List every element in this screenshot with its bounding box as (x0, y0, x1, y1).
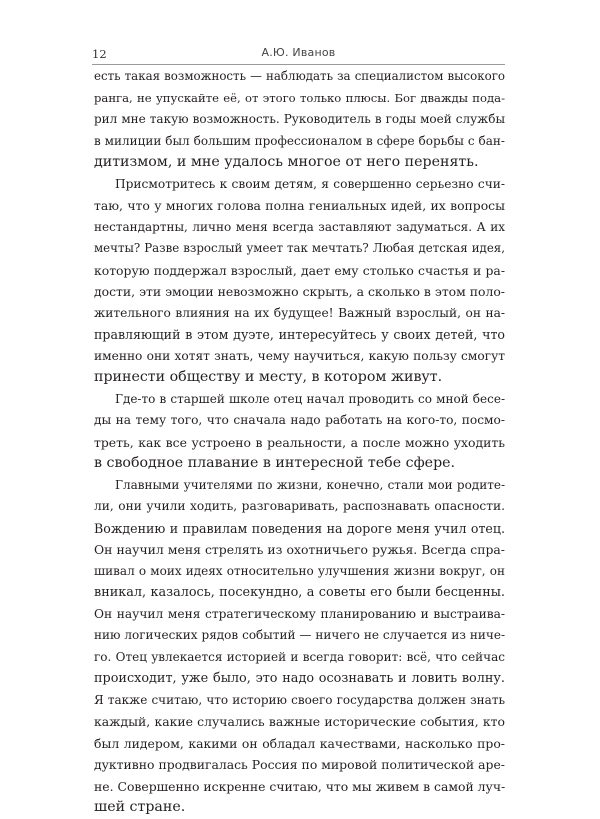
text-line: дитизмом, и мне удалось многое от него перенять. (94, 154, 479, 170)
text-line: шивал о моих идеях относительно улучшения жизни вокруг, он (94, 563, 505, 578)
text-line: треть, как все устроено в реальности, а после можно уходить (94, 434, 505, 450)
text-line: таю, что у многих голова полна гениальных идей, их вопросы (94, 198, 505, 213)
paragraph-1 (94, 66, 505, 174)
text-line: ли, они учили ходить, разговаривать, распознавать опасности. (94, 499, 505, 513)
text-line: в милиции был большим профессионалом в сфере борьбы с бан- (94, 133, 505, 148)
text-line: го. Отец увлекается историей и всегда говорит: всё, что сейчас (94, 649, 505, 664)
text-line: каждый, какие случались важные исторические события, кто (94, 714, 505, 729)
paragraph-2 (94, 174, 505, 389)
running-title: А.Ю. Иванов (261, 46, 336, 59)
text-line: дуктивно продвигалась Россия по мировой политической аре- (94, 757, 505, 772)
paragraph-3 (94, 389, 505, 475)
text-line: нию логических рядов событий — ничего не случается из ниче- (94, 628, 505, 642)
page-number: 12 (92, 47, 107, 61)
text-line: ды на тему того, что сначала надо работать на кого-то, посмо- (94, 413, 505, 427)
text-line: Он научил меня стрелять из охотничьего ружья. Всегда спра- (94, 542, 505, 557)
text-line: правляющий в этом дуэте, интересуйтесь у своих детей, что (94, 327, 505, 342)
text-line: Вождению и правилам поведения на дороге меня учил отец. (94, 520, 505, 536)
text-line: ранга, не упускайте её, от этого только плюсы. Бог дважды пода- (94, 90, 505, 105)
text-line: Присмотритесь к своим детям, я совершенно серьезно счи- (115, 176, 505, 191)
text-line: жительного влияния на их будущее! Важный взрослый, он на- (94, 305, 505, 320)
text-line: в свободное плавание в интересной тебе сфере. (94, 455, 456, 471)
text-line: которую поддержал взрослый, дает ему столько счастья и ра- (94, 262, 505, 278)
text-line: нестандартны, лично меня всегда заставляют задуматься. А их (94, 219, 505, 234)
text-line: мечты? Разве взрослый умеет так мечтать? Любая детская идея, (94, 241, 505, 255)
text-line: Где-то в старшей школе отец начал проводить со мной бесе- (115, 391, 505, 406)
text-line: не. Совершенно искренне считаю, что мы живем в самой луч- (94, 778, 506, 794)
paragraph-4 (94, 475, 505, 819)
text-line: дости, эти эмоции невозможно скрыть, а сколько в этом поло- (94, 284, 505, 299)
running-header (92, 44, 505, 65)
text-line: вникал, казалось, посекундно, а советы его были бесценны. (94, 585, 505, 600)
text-line: Главными учителями по жизни, конечно, стали мои родите- (115, 477, 505, 492)
text-line: принести обществу и месту, в котором живут. (94, 369, 443, 385)
text-line: происходит, уже было, это надо осознавать и ловить волну. (94, 671, 505, 686)
text-line: есть такая возможность — наблюдать за специалистом высокого (94, 69, 505, 83)
text-line: Он научил меня стратегическому планированию и выстраива- (94, 606, 505, 621)
body-text (94, 66, 505, 819)
text-line: именно они хотят знать, чему научиться, какую пользу смогут (94, 348, 505, 363)
text-line: шей стране. (94, 799, 186, 815)
text-line: рил мне такую возможность. Руководитель в годы моей службы (94, 112, 505, 126)
text-line: был лидером, какими он обладал качествами, насколько про- (94, 735, 505, 751)
text-line: Я также считаю, что историю своего государства должен знать (94, 692, 505, 707)
